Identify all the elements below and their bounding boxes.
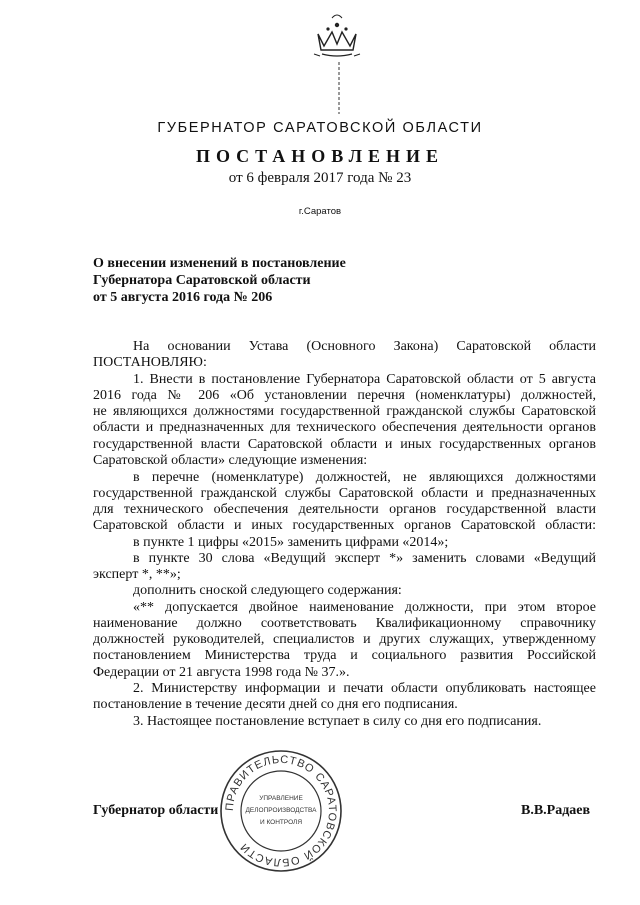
body-line: для технического обеспечения деятельности органов государственной власти — [93, 502, 596, 517]
body-line: в пункте 30 слова «Ведущий эксперт *» заменить словами «Ведущий — [133, 551, 596, 566]
body-line: в пункте 1 цифры «2015» заменить цифрами «2014»; — [133, 535, 449, 550]
city: г.Саратов — [298, 206, 342, 217]
emblem-stem-icon — [336, 62, 342, 114]
seal-inner-line: ДЕЛОПРОИЗВОДСТВА — [245, 807, 317, 814]
body-line: в перечне (номенклатуре) должностей, не являющихся должностями — [133, 470, 596, 485]
body-line: ПОСТАНОВЛЯЮ: — [93, 355, 207, 370]
body-line: дополнить сноской следующего содержания: — [133, 583, 402, 598]
seal-inner-line: УПРАВЛЕНИЕ — [259, 795, 303, 802]
body-line: Саратовской области и иных государственных органов Саратовской области: — [93, 518, 596, 533]
body-line: постановлением Министерства труда и социального развития Российской — [93, 648, 596, 663]
body-line: «** допускается двойное наименование должности, при этом второе — [133, 600, 596, 615]
body-line: наименование должно соответствовать Квалификационному справочнику — [93, 616, 596, 631]
body-line: Саратовской области» следующие изменения: — [93, 453, 368, 468]
body-line: области и предназначенных для технического обеспечения деятельности органов — [93, 420, 596, 435]
body-line: государственной гражданской службы Саратовской области и предназначенных — [93, 486, 596, 501]
document-type: ПОСТАНОВЛЕНИЕ — [195, 146, 445, 166]
body-line: 1. Внести в постановление Губернатора Саратовской области от 5 августа — [133, 372, 596, 387]
body-line: государственной власти Саратовской области и иных государственных органов — [93, 437, 596, 452]
document-date-number: от 6 февраля 2017 года № 23 — [228, 170, 412, 186]
body-line: 2016 года № 206 «Об установлении перечня (номенклатуры) должностей, — [93, 388, 596, 403]
body-line: не являющихся должностями государственной гражданской службы Саратовской — [93, 404, 596, 419]
body-line: На основании Устава (Основного Закона) Саратовской области — [133, 339, 596, 354]
document-title-line: Губернатора Саратовской области — [93, 273, 311, 288]
seal-ring-text: ПРАВИТЕЛЬСТВО САРАТОВСКОЙ ОБЛАСТИ — [223, 753, 339, 869]
body-line: должностей руководителей, специалистов и других служащих, утвержденному — [93, 632, 596, 647]
body-line: постановление в течение десяти дней со дня его подписания. — [93, 697, 458, 712]
official-seal-stamp — [218, 748, 344, 874]
signatory-name: В.В.Радаев — [521, 803, 591, 818]
body-line: 2. Министерству информации и печати области опубликовать настоящее — [133, 681, 596, 696]
body-line: 3. Настоящее постановление вступает в силу со дня его подписания. — [133, 714, 542, 729]
document-title-line: О внесении изменений в постановление — [93, 256, 346, 271]
issuing-authority: ГУБЕРНАТОР САРАТОВСКОЙ ОБЛАСТИ — [157, 120, 483, 136]
body-line: Федерации от 21 августа 1998 года № 37.». — [93, 665, 350, 680]
signatory-position: Губернатор области — [93, 803, 219, 818]
crown-emblem-icon — [306, 10, 368, 70]
document-title-line: от 5 августа 2016 года № 206 — [93, 290, 273, 305]
body-line: эксперт *, **»; — [93, 567, 181, 582]
seal-inner-line: И КОНТРОЛЯ — [259, 819, 303, 826]
